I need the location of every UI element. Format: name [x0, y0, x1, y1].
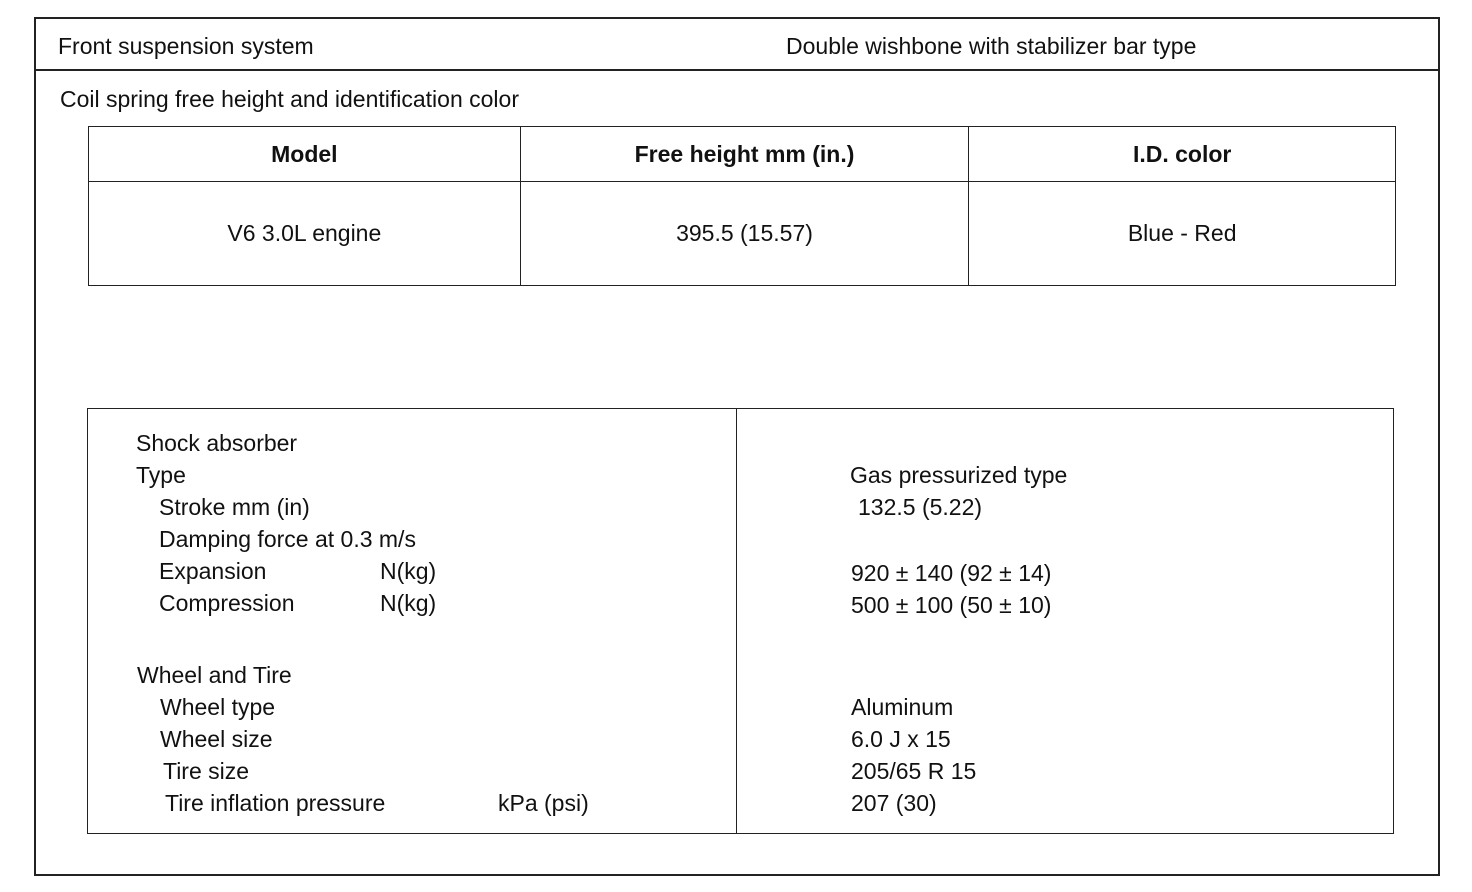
tire-size-label: Tire size — [163, 758, 250, 784]
wheel-size-label: Wheel size — [160, 726, 273, 752]
wheel-type-value: Aluminum — [851, 694, 954, 720]
wheel-type-label: Wheel type — [160, 694, 276, 720]
shock-and-wheel-specs — [87, 408, 1394, 834]
system-type: Double wishbone with stabilizer bar type — [786, 33, 1197, 59]
system-label: Front suspension system — [58, 33, 314, 59]
compression-label: Compression — [159, 590, 295, 616]
column-header-free-height: Free height mm (in.) — [520, 127, 969, 182]
stroke-label: Stroke mm (in) — [159, 494, 310, 520]
cell-model: V6 3.0L engine — [89, 182, 521, 286]
tire-pressure-value: 207 (30) — [851, 790, 937, 816]
expansion-unit: N(kg) — [380, 558, 437, 584]
type-value: Gas pressurized type — [850, 462, 1068, 488]
cell-id-color: Blue - Red — [969, 182, 1396, 286]
expansion-label: Expansion — [159, 558, 267, 584]
cell-free-height: 395.5 (15.57) — [520, 182, 969, 286]
column-header-model: Model — [89, 127, 521, 182]
spec-sheet-frame — [34, 17, 1440, 876]
expansion-value: 920 ± 140 (92 ± 14) — [851, 560, 1052, 586]
coil-spring-title: Coil spring free height and identification color — [60, 86, 519, 112]
wheel-tire-heading: Wheel and Tire — [137, 662, 292, 688]
stroke-value: 132.5 (5.22) — [858, 494, 983, 520]
wheel-size-value: 6.0 J x 15 — [851, 726, 951, 752]
tire-size-value: 205/65 R 15 — [851, 758, 977, 784]
column-header-id-color: I.D. color — [969, 127, 1396, 182]
table-row — [89, 182, 1396, 286]
header-row — [36, 19, 1438, 71]
column-divider — [736, 409, 737, 833]
type-label: Type — [136, 462, 186, 488]
table-header-row — [89, 127, 1396, 182]
coil-spring-table — [88, 126, 1396, 286]
compression-value: 500 ± 100 (50 ± 10) — [851, 592, 1052, 618]
shock-absorber-heading: Shock absorber — [136, 430, 298, 456]
compression-unit: N(kg) — [380, 590, 437, 616]
tire-pressure-label: Tire inflation pressure — [165, 790, 386, 816]
tire-pressure-unit: kPa (psi) — [498, 790, 589, 816]
damping-force-label: Damping force at 0.3 m/s — [159, 526, 416, 552]
